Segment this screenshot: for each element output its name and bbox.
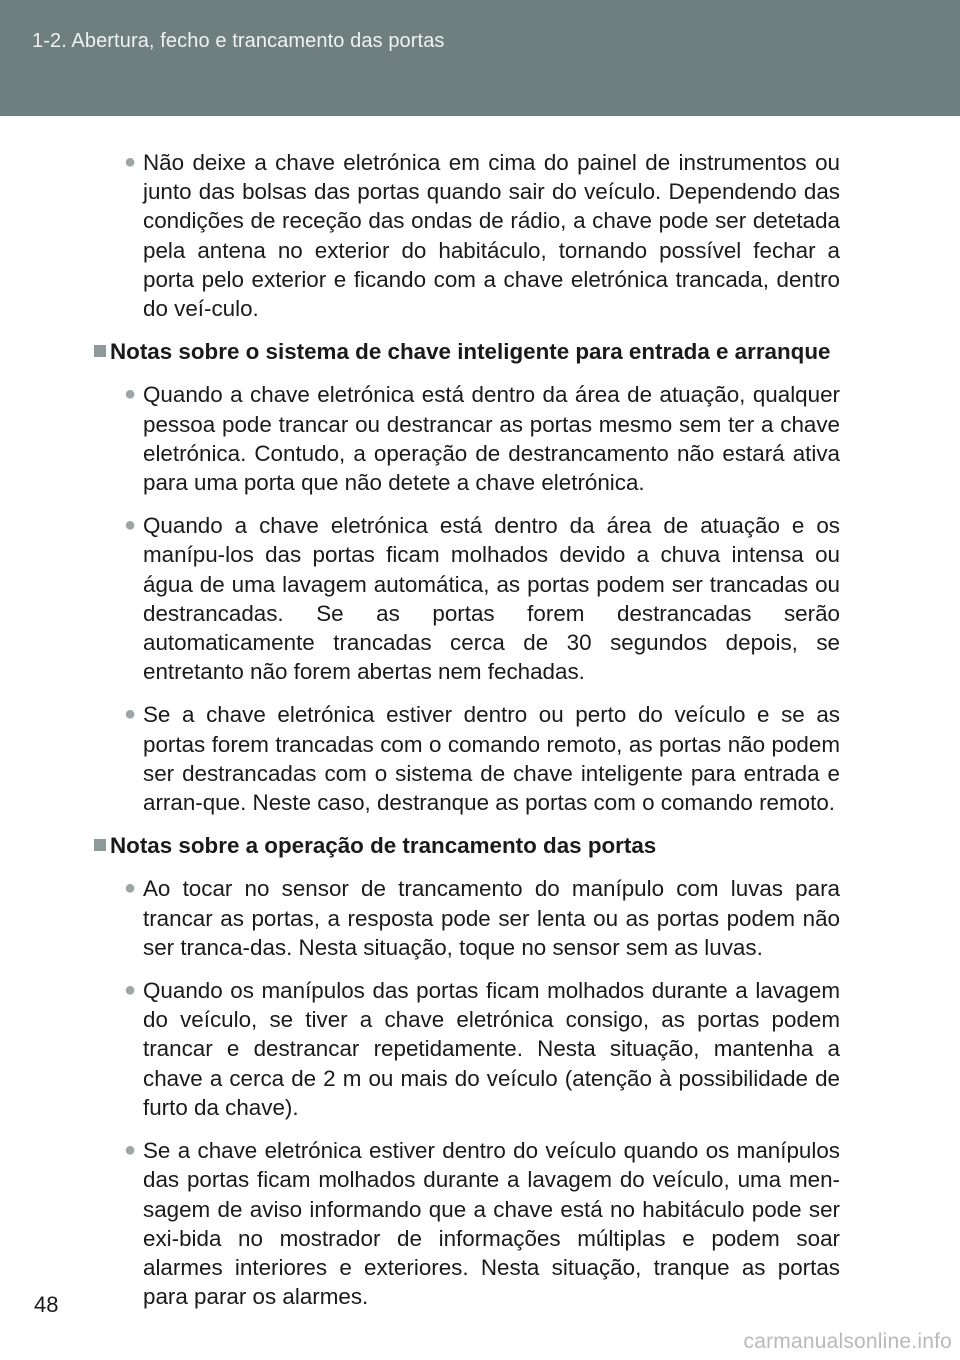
square-bullet-icon	[94, 839, 106, 851]
bullet-icon: ●	[124, 877, 137, 900]
bullet-item	[110, 700, 840, 817]
heading-text: Notas sobre o sistema de chave inteligente para entrada e arranque	[110, 339, 831, 365]
header-band	[0, 0, 960, 116]
bullet-text: Quando a chave eletrónica está dentro da área de atuação e os manípu-los das portas ficam molhados devido a chuva intensa ou água de uma lavagem automática, as portas podem ser trancadas ou destrancadas. Se as portas forem destrancadas serão automaticamente trancadas cerca de 30 segundos depois, se entretanto não forem abertas nem fechadas.	[143, 513, 840, 685]
bullet-item	[110, 874, 840, 962]
section-title: 1-2. Abertura, fecho e trancamento das portas	[32, 30, 445, 52]
watermark: carmanualsonline.info	[743, 1330, 952, 1353]
bullet-icon: ●	[124, 1139, 137, 1162]
bullet-icon: ●	[124, 151, 137, 173]
section-heading	[94, 831, 840, 860]
bullet-item	[110, 511, 840, 686]
page-content	[110, 148, 840, 1325]
bullet-text: Se a chave eletrónica estiver dentro do veículo quando os manípulos das portas ficam molhados durante a lavagem do veículo, uma men-sagem de aviso informando que a chave está no habitáculo pode ser exi-bida no mostrador de informações múltiplas e podem soar alarmes interiores e exteriores. Nesta situação, tranque as portas para parar os alarmes.	[143, 1138, 840, 1310]
bullet-text: Não deixe a chave eletrónica em cima do painel de instrumentos ou junto das bolsas das portas quando sair do veículo. Dependendo das condições de receção das ondas de rádio, a chave pode ser detetada pela antena no exterior do habitáculo, tornando possível fechar a porta pelo exterior e ficando com a chave eletrónica trancada, dentro do veí-culo.	[143, 150, 840, 322]
bullet-text: Se a chave eletrónica estiver dentro ou perto do veículo e se as portas forem trancadas com o comando remoto, as portas não podem ser destrancadas com o sistema de chave inteligente para entrada e arran-que. Neste caso, destranque as portas com o comando remoto.	[143, 702, 840, 816]
bullet-text: Quando os manípulos das portas ficam molhados durante a lavagem do veículo, se tiver a chave eletrónica consigo, as portas podem trancar e destrancar repetidamente. Nesta situação, mantenha a chave a cerca de 2 m ou mais do veículo (atenção à possibilidade de furto da chave).	[143, 978, 840, 1120]
section-heading	[94, 337, 840, 366]
heading-text: Notas sobre a operação de trancamento das portas	[110, 833, 657, 859]
bullet-item	[110, 1136, 840, 1311]
bullet-text: Quando a chave eletrónica está dentro da área de atuação, qualquer pessoa pode trancar ou destrancar as portas mesmo sem ter a chave eletrónica. Contudo, a operação de destrancamento não estará ativa para uma porta que não detete a chave eletrónica.	[143, 382, 840, 496]
page-number: 48	[34, 1292, 59, 1317]
bullet-text: Ao tocar no sensor de trancamento do manípulo com luvas para trancar as portas, a resposta pode ser lenta ou as portas podem não ser tranca-das. Nesta situação, toque no sensor sem as luvas.	[143, 876, 840, 960]
bullet-icon: ●	[124, 514, 137, 537]
bullet-item	[110, 148, 840, 323]
square-bullet-icon	[94, 345, 106, 357]
bullet-icon: ●	[124, 703, 137, 726]
bullet-icon: ●	[124, 383, 137, 406]
bullet-icon: ●	[124, 979, 137, 1002]
bullet-item	[110, 380, 840, 497]
bullet-item	[110, 976, 840, 1122]
